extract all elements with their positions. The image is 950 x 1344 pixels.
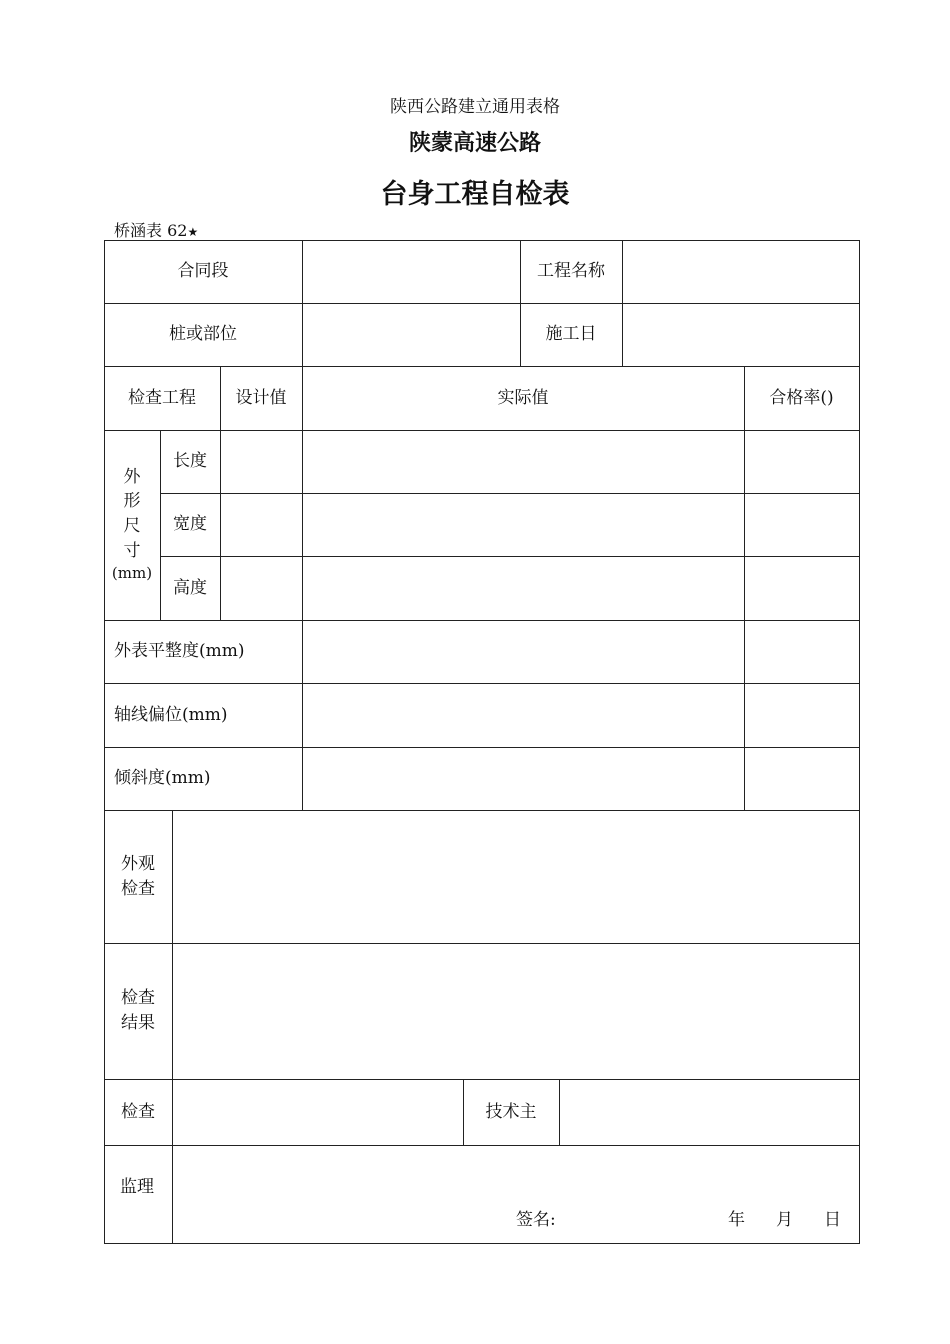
contract-input[interactable]	[303, 240, 520, 303]
inspector-label: 检查	[121, 1101, 155, 1122]
inclination-label: 倾斜度(mm)	[114, 768, 211, 789]
row-divider	[160, 493, 860, 494]
project-name-label: 工程名称	[537, 261, 605, 282]
col-divider	[302, 366, 303, 811]
dimension-label-char: 尺	[123, 516, 141, 537]
appearance-label-line1: 外观	[121, 853, 155, 874]
technical-lead-label: 技术主	[485, 1101, 537, 1122]
appearance-inspection-field[interactable]	[173, 810, 859, 943]
form-number-text: 桥涵表 62	[114, 221, 188, 240]
header-project: 陕蒙高速公路	[408, 131, 541, 156]
contract-label: 合同段	[177, 261, 229, 282]
form-number	[114, 218, 198, 241]
star-icon: ★	[187, 225, 199, 239]
column-header-item: 检查工程	[128, 387, 196, 408]
construction-date-label: 施工日	[545, 324, 597, 345]
technical-lead-field[interactable]	[560, 1079, 859, 1145]
header-organization: 陕西公路建立通用表格	[390, 97, 560, 117]
row-divider	[160, 556, 860, 557]
table-border-right	[859, 240, 860, 1244]
length-label: 长度	[173, 451, 207, 472]
signature-label: 签名:	[516, 1210, 556, 1230]
station-input[interactable]	[303, 303, 520, 366]
row-divider	[104, 1145, 860, 1146]
month-label: 月	[776, 1210, 793, 1230]
supervision-label: 监理	[120, 1177, 154, 1197]
project-name-input[interactable]	[623, 240, 859, 303]
station-label: 桩或部位	[169, 324, 237, 345]
height-label: 高度	[173, 577, 207, 598]
column-header-pass-rate: 合格率()	[769, 387, 834, 408]
inspection-result-label	[104, 943, 172, 1079]
form-title: 台身工程自检表	[380, 179, 570, 210]
surface-flatness-label: 外表平整度(mm)	[114, 641, 245, 662]
dimension-label-char: 外	[123, 466, 141, 487]
dimension-label-char: 形	[123, 491, 141, 512]
column-header-actual: 实际值	[497, 387, 549, 408]
result-label-line2: 结果	[121, 1013, 155, 1033]
axis-deviation-label: 轴线偏位(mm)	[114, 704, 228, 725]
result-label-line1: 检查	[121, 988, 155, 1009]
appearance-inspection-label	[104, 810, 172, 943]
width-label: 宽度	[173, 514, 207, 535]
dimension-unit: (mm)	[111, 564, 153, 583]
year-label: 年	[728, 1210, 745, 1230]
table-border-bottom	[104, 1243, 860, 1244]
dimension-group-label	[104, 430, 160, 620]
construction-date-input[interactable]	[623, 303, 859, 366]
col-divider	[744, 366, 745, 811]
inspector-field[interactable]	[173, 1079, 463, 1145]
inspection-result-field[interactable]	[173, 943, 859, 1079]
day-label: 日	[824, 1210, 841, 1230]
dimension-label-char: 寸	[123, 540, 141, 561]
column-header-design: 设计值	[235, 387, 287, 408]
appearance-label-line2: 检查	[121, 878, 155, 899]
